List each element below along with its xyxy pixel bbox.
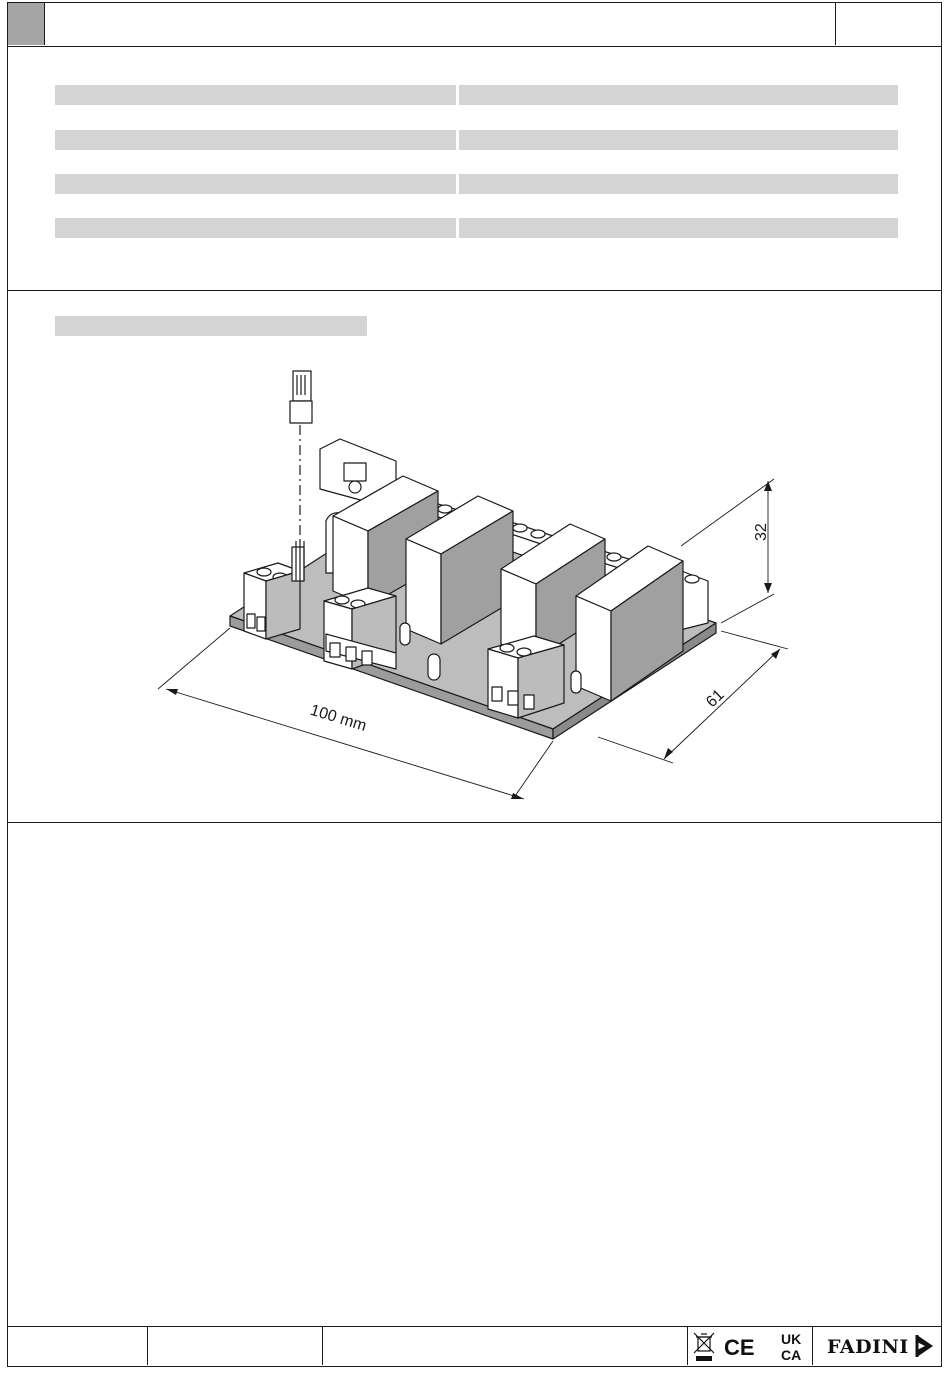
dimension-drawing-section <box>8 291 941 823</box>
fadini-arrow-icon <box>913 1333 937 1359</box>
relay-front <box>406 539 441 644</box>
dimension-arrow <box>764 481 772 491</box>
dimension-arrow <box>166 689 178 695</box>
footer-bar <box>8 1326 941 1366</box>
terminal-slot <box>257 617 265 631</box>
dimension-arrow <box>771 649 780 659</box>
header-color-swatch <box>8 3 44 45</box>
led <box>571 671 581 693</box>
ce-mark: CE <box>724 1335 755 1360</box>
spec-label-placeholder <box>55 85 456 105</box>
terminal-slot <box>247 614 255 628</box>
led <box>428 654 440 680</box>
spec-row <box>55 218 898 238</box>
pin-header <box>292 547 304 581</box>
brand-logo-cell <box>812 1327 941 1365</box>
footer-cell <box>8 1327 148 1365</box>
spec-label-placeholder <box>55 130 456 150</box>
terminal-slot <box>508 691 518 705</box>
ukca-mark-bottom: CA <box>781 1347 802 1363</box>
certification-marks <box>688 1329 812 1365</box>
jumper-base <box>290 401 312 423</box>
terminal-slot <box>492 687 502 701</box>
spec-value-placeholder <box>459 218 898 238</box>
terminal-screw <box>335 596 349 604</box>
spec-value-placeholder <box>459 174 898 194</box>
dimension-arrow <box>664 748 673 759</box>
spec-row <box>55 130 898 150</box>
circuit-board-drawing <box>8 291 940 821</box>
terminal-front <box>488 649 518 718</box>
led <box>400 623 410 645</box>
footer-cell <box>323 1327 688 1365</box>
dimension-extension-line <box>721 631 788 649</box>
terminal-screw <box>500 644 514 652</box>
dimension-extension-line <box>513 741 553 799</box>
spec-value-placeholder <box>459 85 898 105</box>
brand-logo-text: FADINI <box>827 1336 909 1358</box>
length-dimension-label: 100 mm <box>308 701 369 735</box>
dimension-extension-line <box>598 737 673 763</box>
dimension-arrow <box>511 793 524 799</box>
header-title-cell <box>44 3 836 45</box>
dimension-arrow <box>764 583 772 593</box>
certification-icons <box>688 1329 812 1365</box>
terminal-screw <box>531 530 545 538</box>
terminal-slot <box>524 695 534 709</box>
spec-value-placeholder <box>459 130 898 150</box>
terminal-screw <box>607 553 621 561</box>
jumper-top <box>293 371 311 401</box>
spec-label-placeholder <box>55 218 456 238</box>
spec-row <box>55 174 898 194</box>
spec-table <box>8 47 941 291</box>
document-page <box>7 2 942 1367</box>
footer-cell <box>148 1327 323 1365</box>
terminal-screw <box>438 505 452 513</box>
spec-row <box>55 85 898 105</box>
terminal-screw <box>685 575 699 583</box>
terminal-slot <box>362 651 372 665</box>
terminal-screw <box>513 524 527 532</box>
ukca-mark-top: UK <box>781 1331 802 1347</box>
header-bar <box>8 3 941 47</box>
dimension-extension-line <box>158 628 230 689</box>
width-dimension-label: 61 <box>703 686 728 712</box>
trimmer-screw <box>349 481 361 493</box>
height-dimension-label: 32 <box>753 523 770 541</box>
terminal-slot <box>346 647 356 661</box>
trimmer-knob <box>344 463 366 481</box>
crossed-out-bin-icon <box>694 1333 714 1361</box>
spec-label-placeholder <box>55 174 456 194</box>
terminal-slot <box>330 643 340 657</box>
terminal-screw <box>257 568 271 576</box>
dimension-extension-line <box>721 594 774 623</box>
header-code-cell <box>836 3 941 45</box>
